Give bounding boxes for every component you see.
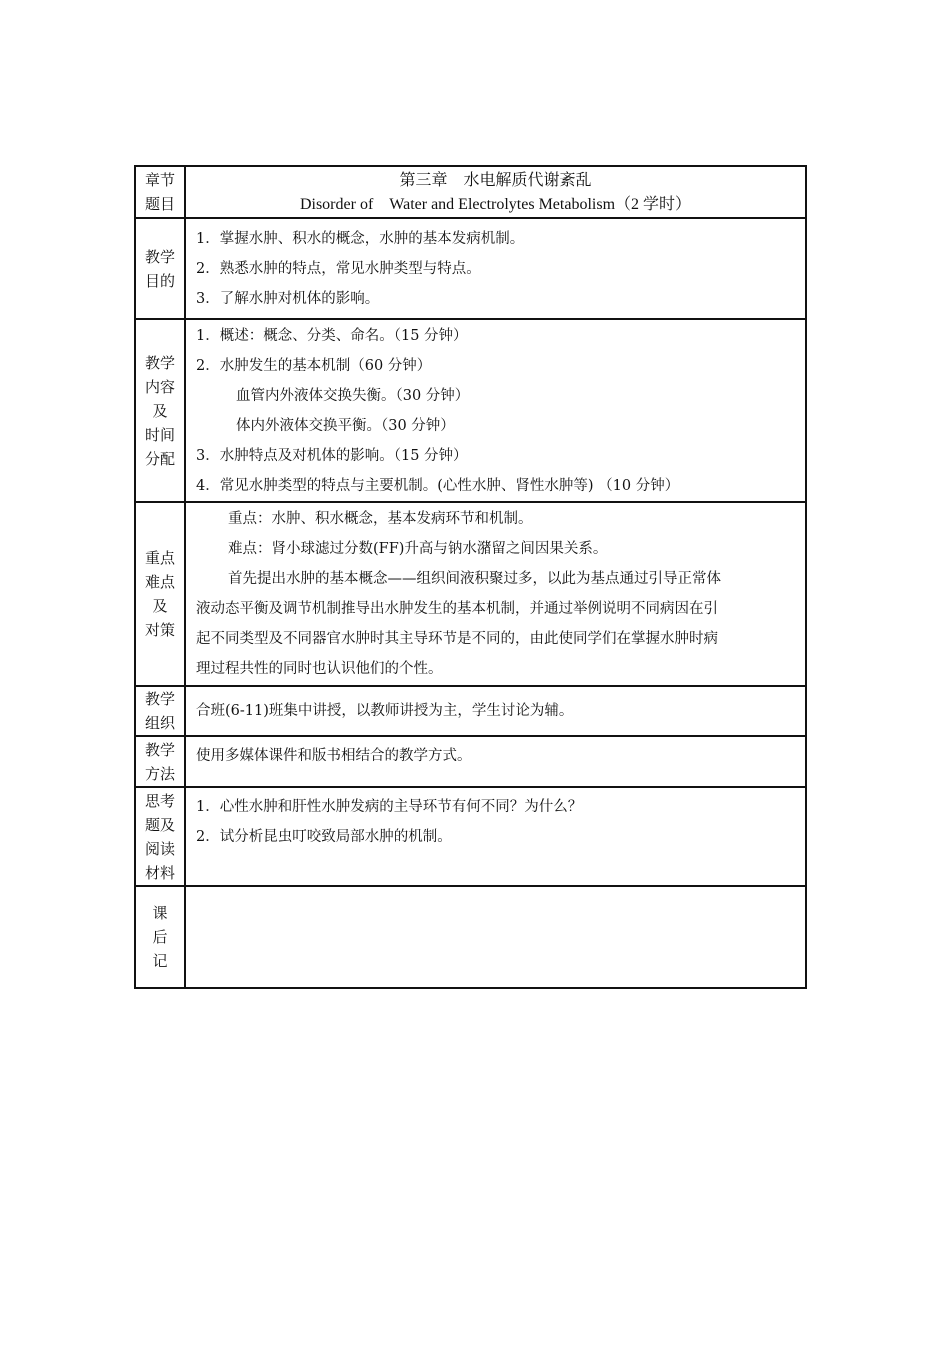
objectives-content	[185, 218, 806, 319]
row-label: 方法	[144, 764, 175, 783]
content-item: 3．水肿特点及对机体的影响。（15 分钟）	[196, 447, 468, 464]
content-subitem: 血管内外液体交换失衡。（30 分钟）	[236, 387, 470, 404]
row-label: 教学	[144, 690, 175, 708]
organization-text: 合班(6-11)班集中讲授，以教师讲授为主，学生讨论为辅。	[196, 703, 574, 719]
content-row	[135, 319, 806, 502]
content-item: 4．常见水肿类型的特点与主要机制。(心性水肿、肾性水肿等) （10 分钟）	[196, 477, 680, 494]
keypoints-row	[135, 502, 806, 686]
strategy-line: 液动态平衡及调节机制推导出水肿发生的基本机制，并通过举例说明不同病因在引	[196, 601, 718, 617]
content-item: 1．概述：概念、分类、命名。（15 分钟）	[196, 327, 468, 344]
row-label: 题及	[144, 815, 175, 834]
objectives-label-cell	[135, 218, 185, 319]
keypoints-cell	[185, 502, 806, 686]
strategy-line: 首先提出水肿的基本概念——组织间液积聚过多，以此为基点通过引导正常体	[228, 571, 721, 587]
row-label: 阅读	[144, 839, 175, 858]
method-text: 使用多媒体课件和版书相结合的教学方式。	[196, 748, 472, 764]
row-label: 材料	[144, 863, 175, 882]
title-row	[135, 166, 806, 218]
row-label: 及	[152, 597, 168, 615]
content-item: 2．水肿发生的基本机制（60 分钟）	[196, 357, 432, 374]
notes-label-cell	[135, 886, 185, 988]
organization-label-cell	[135, 686, 185, 736]
difficult-point: 难点：肾小球滤过分数(FF)升高与钠水潴留之间因果关系。	[228, 541, 608, 557]
row-label: 教学	[144, 740, 175, 759]
row-label: 及	[152, 401, 168, 420]
method-row	[135, 736, 806, 787]
row-label: 组织	[144, 714, 175, 732]
row-label: 目的	[144, 271, 175, 290]
row-label: 分配	[144, 449, 175, 468]
keypoints-label-cell	[135, 502, 185, 686]
lesson-plan-table	[134, 165, 807, 989]
title-cell	[185, 166, 806, 218]
notes-cell	[185, 886, 806, 988]
content-subitem: 体内外液体交换平衡。（30 分钟）	[236, 417, 455, 434]
notes-row	[135, 886, 806, 988]
chapter-title-english: Disorder of Water and Electrolytes Metabolism（2 学时）	[299, 196, 692, 213]
question-item: 2．试分析昆虫叮咬致局部水肿的机制。	[196, 829, 452, 845]
row-label: 思考	[144, 791, 175, 810]
organization-cell	[185, 686, 806, 736]
row-label: 题目	[144, 195, 175, 213]
questions-label-cell	[135, 787, 185, 886]
row-label: 对策	[144, 621, 175, 639]
row-label: 内容	[144, 377, 175, 396]
row-label: 教学	[144, 247, 175, 266]
content-cell	[185, 319, 806, 502]
key-point: 重点：水肿、积水概念，基本发病环节和机制。	[228, 511, 533, 527]
row-label: 记	[152, 952, 168, 970]
chapter-title: 第三章 水电解质代谢紊乱	[399, 170, 592, 189]
question-item: 1．心性水肿和肝性水肿发病的主导环节有何不同？为什么？	[196, 799, 583, 815]
row-label: 重点	[144, 549, 175, 567]
objective-item: 1．掌握水肿、积水的概念，水肿的基本发病机制。	[196, 230, 525, 247]
row-label: 教学	[144, 353, 175, 372]
row-label: 难点	[144, 573, 175, 591]
row-label: 章节	[144, 171, 175, 189]
objectives-row	[135, 218, 806, 319]
strategy-line: 理过程共性的同时也认识他们的个性。	[196, 661, 443, 677]
title-label-cell	[135, 166, 185, 218]
questions-row	[135, 787, 806, 886]
objective-item: 3．了解水肿对机体的影响。	[196, 290, 380, 307]
method-cell	[185, 736, 806, 787]
questions-cell	[185, 787, 806, 886]
method-label-cell	[135, 736, 185, 787]
organization-row	[135, 686, 806, 736]
strategy-line: 起不同类型及不同器官水肿时其主导环节是不同的，由此使同学们在掌握水肿时病	[196, 631, 718, 647]
row-label: 后	[152, 928, 168, 946]
objective-item: 2．熟悉水肿的特点，常见水肿类型与特点。	[196, 260, 481, 277]
content-label-cell	[135, 319, 185, 502]
row-label: 时间	[144, 425, 175, 444]
row-label: 课	[152, 904, 168, 922]
